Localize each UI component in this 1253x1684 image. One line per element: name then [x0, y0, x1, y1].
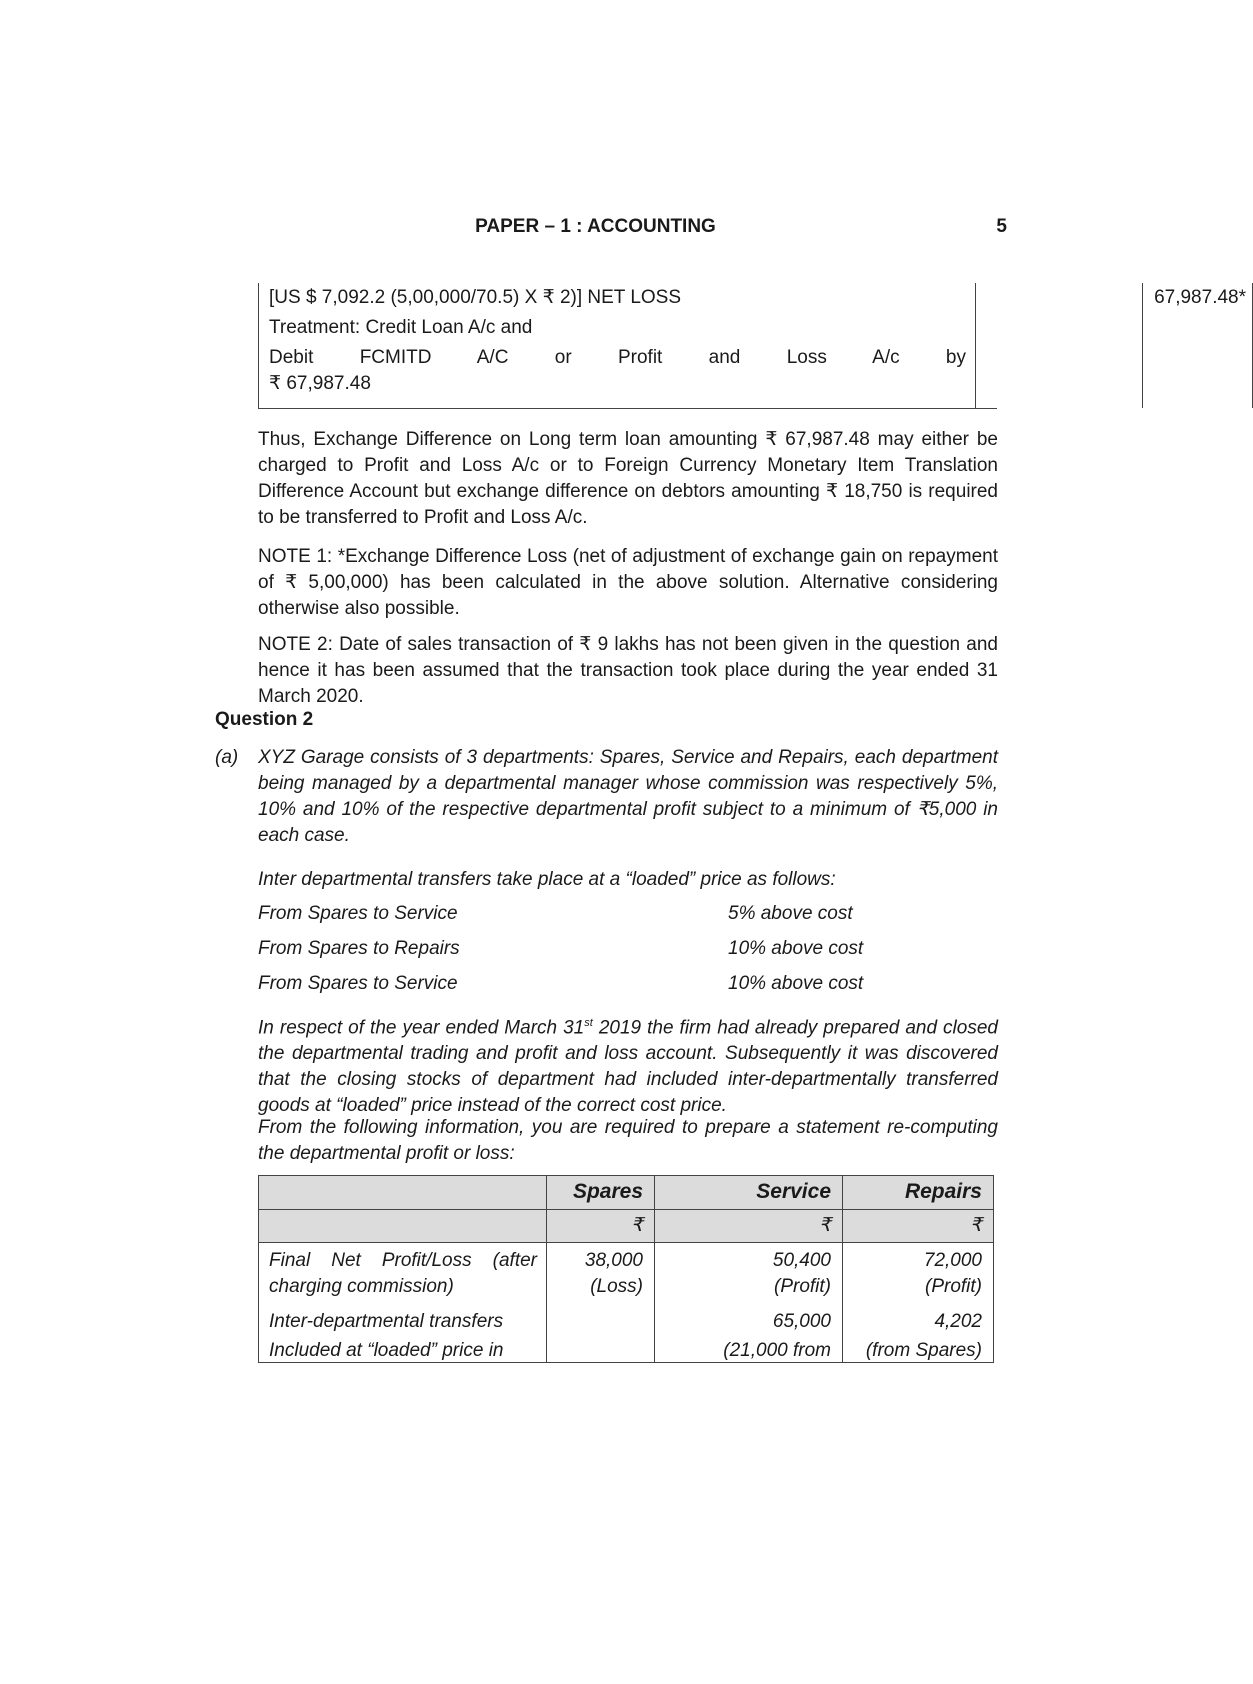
repairs-net	[843, 1248, 982, 1300]
exchange-loss-table	[258, 283, 1246, 409]
cell-note: (Profit)	[925, 1276, 982, 1297]
transfer-from: From Spares to Repairs	[258, 938, 460, 959]
cell-value: 65,000	[772, 1311, 831, 1332]
transfer-row	[258, 973, 864, 995]
currency-symbol: ₹	[969, 1215, 982, 1236]
departmental-table	[258, 1175, 994, 1363]
page-header	[0, 216, 1191, 242]
transfer-rate: 10% above cost	[728, 938, 864, 959]
row-label-line: Inter-departmental transfers	[269, 1311, 504, 1332]
page-title: PAPER – 1 : ACCOUNTING	[475, 216, 716, 237]
exchange-loss-line-1: [US $ 7,092.2 (5,00,000/70.5) X ₹ 2)] NET LOSS	[269, 287, 682, 308]
table-rule	[259, 1242, 993, 1243]
repairs-transfers	[843, 1309, 982, 1364]
transfer-row	[258, 903, 853, 925]
transfer-rate: 10% above cost	[728, 973, 864, 994]
question-intro: XYZ Garage consists of 3 departments: Spares, Service and Repairs, each department being managed by a departmental manager whose commission was respectively 5%, 10% and 10% of the respective departmental profit subject to a minimum of ₹5,000 in each case.	[258, 747, 998, 846]
cell-value: 4,202	[934, 1311, 982, 1332]
respect-text-a: In respect of the year ended March 31	[258, 1017, 585, 1039]
currency-symbol: ₹	[818, 1215, 831, 1236]
service-transfers	[655, 1309, 831, 1364]
transfer-row	[258, 938, 864, 960]
transfer-from: From Spares to Service	[258, 973, 458, 994]
note-1: NOTE 1: *Exchange Difference Loss (net of adjustment of exchange gain on repayment of ₹ 5,00,000) has been calculated in the above solution. Alternative considering otherwise also possible.	[258, 546, 998, 619]
row-label-line: charging commission)	[269, 1276, 454, 1297]
table-rule	[259, 1209, 993, 1210]
row-label-line: Final Net Profit/Loss (after	[269, 1250, 537, 1271]
transfer-rate: 5% above cost	[728, 903, 853, 924]
question-heading: Question 2	[215, 709, 314, 730]
exchange-loss-description	[269, 283, 966, 397]
row-label-line: Included at “loaded” price in	[269, 1340, 504, 1361]
currency-symbol: ₹	[630, 1215, 643, 1236]
cell-note: (Profit)	[774, 1276, 831, 1297]
ordinal-suffix: st	[584, 1017, 593, 1029]
page-number: 5	[996, 216, 1007, 237]
spares-net	[547, 1248, 643, 1300]
respect-text-b: 2019 the firm had already prepared and closed the departmental trading and profit and loss account. Subsequently it was discovered that the closing stocks of department had included inter-departmentally transferred goods at “loaded” price instead of the correct cost price.	[258, 1017, 998, 1117]
row-label-net-profit	[269, 1248, 537, 1300]
cell-note: (Loss)	[590, 1276, 643, 1297]
transfer-from: From Spares to Service	[258, 903, 458, 924]
cell-note: (21,000 from	[723, 1340, 831, 1361]
exchange-loss-line-3a: Debit FCMITD A/C or Profit and Loss A/c by	[269, 347, 966, 368]
table-divider	[975, 283, 976, 408]
cell-value: 38,000	[584, 1250, 643, 1271]
row-label-transfers	[269, 1309, 537, 1364]
col-header-service: Service	[756, 1180, 831, 1203]
note-2: NOTE 2: Date of sales transaction of ₹ 9 lakhs has not been given in the question and hence it has been assumed that the transaction took place during the year ended 31 March 2020.	[258, 634, 998, 707]
respect-paragraph	[258, 1010, 998, 1119]
question-part-label: (a)	[215, 747, 239, 768]
col-header-spares: Spares	[572, 1180, 643, 1203]
instruction-paragraph: From the following information, you are required to prepare a statement re-computing the departmental profit or loss:	[258, 1117, 998, 1164]
cell-value: 50,400	[772, 1250, 831, 1271]
col-header-repairs: Repairs	[904, 1180, 982, 1203]
exchange-loss-line-3b: ₹ 67,987.48	[269, 373, 371, 394]
cell-note: (from Spares)	[865, 1340, 982, 1361]
paragraph-thus: Thus, Exchange Difference on Long term loan amounting ₹ 67,987.48 may either be charged to Profit and Loss A/c or to Foreign Currency Monetary Item Translation Difference Account but exchange difference on debtors amounting ₹ 18,750 is required to be transferred to Profit and Loss A/c.	[258, 429, 998, 528]
transfers-intro: Inter departmental transfers take place at a “loaded” price as follows:	[258, 869, 836, 890]
cell-value: 72,000	[923, 1250, 982, 1271]
exchange-loss-line-2: Treatment: Credit Loan A/c and	[269, 317, 533, 338]
exchange-loss-amount: 67,987.48*	[1154, 287, 1246, 308]
service-net	[655, 1248, 831, 1300]
